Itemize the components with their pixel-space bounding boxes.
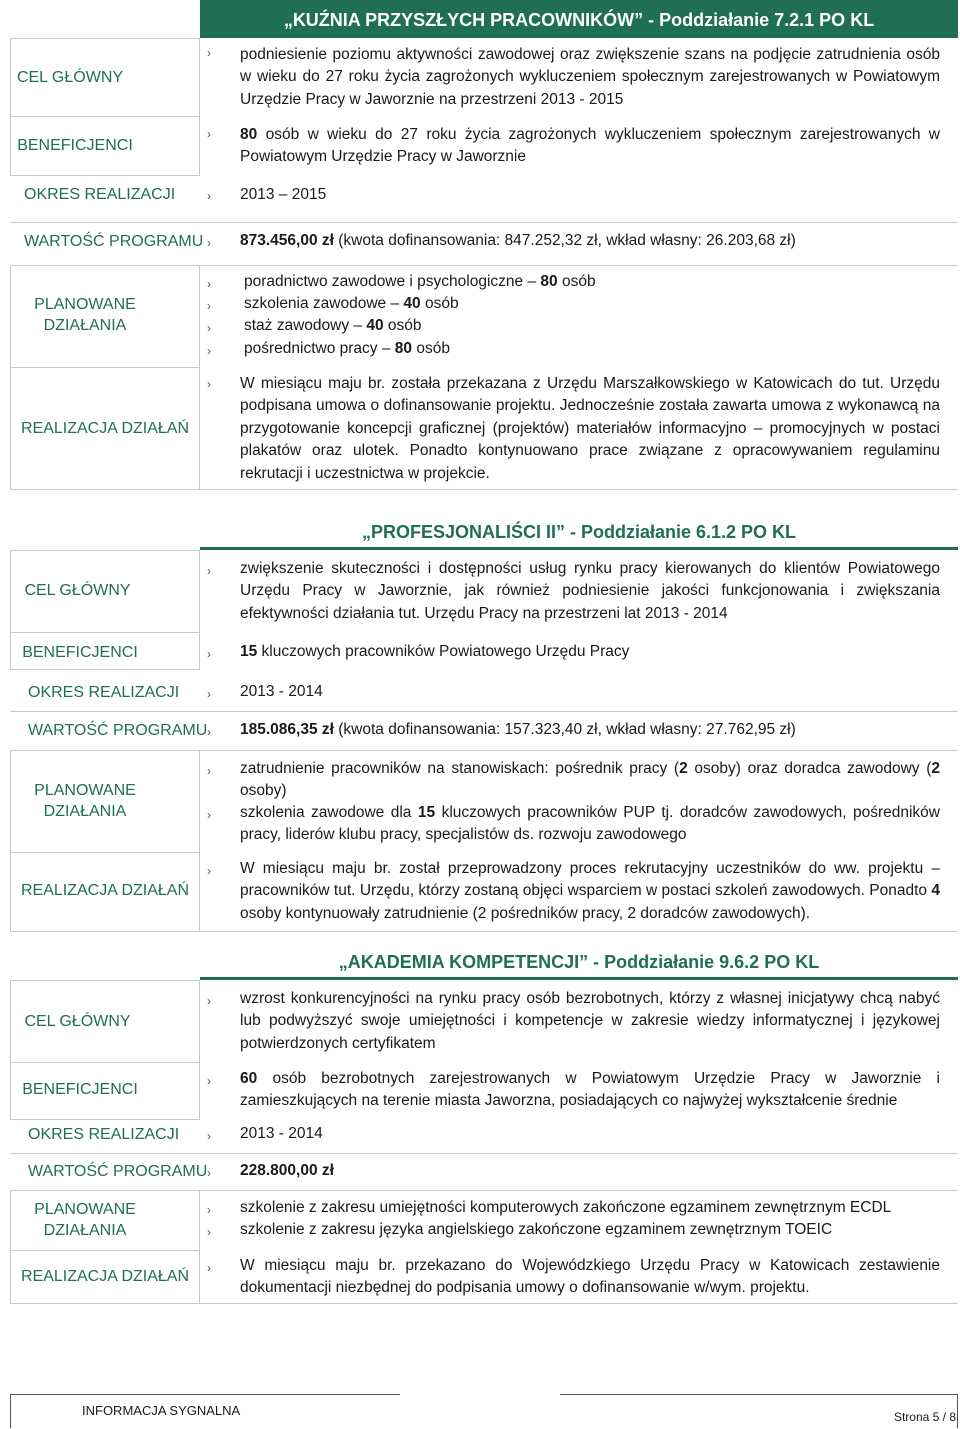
label-planowane-2: DZIAŁANIA: [43, 803, 127, 820]
cel-text: zwiększenie skuteczności i dostępności usług rynku pracy kierowanych do klientów Powiatowego Urzędu Pracy w Jaworznie, jak również podniesienie jakości funkcjonowania i zwiększania efektywności działania tut. Urzędu Pracy na przestrzeni lat 2013 - 2014: [240, 560, 940, 622]
label-beneficjenci: BENEFICJENCI: [17, 137, 133, 154]
plan-item: szkolenie z zakresu umiejętności komputerowych zakończone egzaminem zewnętrznym ECDL: [240, 1199, 892, 1216]
label-cel: CEL GŁÓWNY: [24, 582, 131, 599]
arrow-bullet-icon: ›: [207, 127, 211, 141]
divider: [10, 222, 958, 223]
label-planowane-1: PLANOWANE: [34, 1201, 136, 1218]
divider: [10, 852, 200, 853]
plan-item: zatrudnienie pracowników na stanowiskach: pośrednik pracy (2 osoby) oraz doradca zawodowy (2 osoby): [240, 760, 940, 800]
label-wartosc: WARTOŚĆ PROGRAMU: [24, 233, 204, 250]
divider: [10, 265, 958, 266]
arrow-bullet-icon: ›: [207, 344, 211, 358]
label-wartosc: WARTOŚĆ PROGRAMU: [28, 1163, 208, 1180]
arrow-bullet-icon: ›: [207, 299, 211, 313]
label-okres: OKRES REALIZACJI: [24, 186, 176, 203]
arrow-bullet-icon: ›: [207, 46, 211, 60]
label-planowane: [10, 780, 160, 822]
plan-item: szkolenia zawodowe – 40 osób: [244, 295, 459, 312]
arrow-bullet-icon: ›: [207, 1074, 211, 1088]
arrow-bullet-icon: ›: [207, 1166, 211, 1180]
label-realizacja: REALIZACJA DZIAŁAŃ: [20, 882, 190, 899]
label-okres: OKRES REALIZACJI: [28, 684, 180, 701]
arrow-bullet-icon: ›: [207, 1129, 211, 1143]
label-cel: CEL GŁÓWNY: [16, 69, 124, 86]
wartosc-value: [240, 232, 796, 250]
cel-text: wzrost konkurencyjności na rynku pracy osób bezrobotnych, którzy z własnej inicjatywy chcą nabyć lub podwyższyć swoje umiejętności i kompetencje w zakresie wiedzy informatycznej i językowej potwierdzonych certyfikatem: [240, 990, 940, 1052]
arrow-bullet-icon: ›: [207, 321, 211, 335]
arrow-bullet-icon: ›: [207, 1225, 211, 1239]
divider: [10, 1190, 958, 1191]
wartosc-detail: (kwota dofinansowania: 157.323,40 zł, wkład własny: 27.762,95 zł): [333, 721, 796, 738]
footer-left-label: INFORMACJA SYGNALNA: [82, 1403, 241, 1418]
label-planowane-2: DZIAŁANIA: [43, 1222, 127, 1239]
title-underline: [200, 977, 958, 980]
divider: [10, 489, 958, 490]
label-beneficjenci: BENEFICJENCI: [22, 1081, 138, 1098]
plan-item: szkolenie z zakresu języka angielskiego zakończone egzaminem zewnętrznym TOEIC: [240, 1221, 833, 1238]
beneficjenci-text: [240, 124, 940, 169]
beneficjenci-count: 80: [240, 126, 258, 143]
beneficjenci-desc: kluczowych pracowników Powiatowego Urzędu Pracy: [257, 643, 630, 660]
wartosc-detail: (kwota dofinansowania: 847.252,32 zł, wkład własny: 26.203,68 zł): [333, 232, 796, 249]
label-realizacja: REALIZACJA DZIAŁAŃ: [20, 420, 190, 437]
arrow-bullet-icon: ›: [207, 1261, 211, 1275]
divider: [10, 1303, 958, 1304]
label-okres: OKRES REALIZACJI: [28, 1126, 180, 1143]
wartosc-value: [240, 1162, 334, 1180]
label-planowane-1: PLANOWANE: [34, 782, 136, 799]
wartosc-amount: 185.086,35 zł: [240, 721, 334, 738]
wartosc-amount: 873.456,00 zł: [240, 232, 334, 249]
plan-item: poradnictwo zawodowe i psychologiczne – 80 osób: [244, 273, 596, 290]
divider: [10, 367, 200, 368]
okres-value: 2013 – 2015: [240, 186, 327, 203]
arrow-bullet-icon: ›: [207, 864, 211, 878]
okres-value: 2013 - 2014: [240, 1125, 323, 1142]
arrow-bullet-icon: ›: [207, 564, 211, 578]
page-number: Strona 5 / 8: [893, 1410, 956, 1424]
okres-value: 2013 - 2014: [240, 683, 323, 700]
arrow-bullet-icon: ›: [207, 808, 211, 822]
arrow-bullet-icon: ›: [207, 236, 211, 250]
label-planowane: [10, 294, 160, 336]
plan-item: pośrednictwo pracy – 80 osób: [244, 340, 450, 357]
divider: [10, 1062, 200, 1063]
arrow-bullet-icon: ›: [207, 764, 211, 778]
beneficjenci-count: 15: [240, 643, 258, 660]
label-realizacja: REALIZACJA DZIAŁAŃ: [20, 1268, 190, 1285]
label-wartosc: WARTOŚĆ PROGRAMU: [28, 722, 208, 739]
section-title: „PROFESJONALIŚCI II” - Poddziałanie 6.1.2 PO KL: [361, 522, 797, 542]
label-beneficjenci: BENEFICJENCI: [22, 644, 138, 661]
divider: [10, 116, 200, 117]
title-underline: [200, 547, 958, 550]
wartosc-value: [240, 721, 796, 739]
plan-item: szkolenia zawodowe dla 15 kluczowych pracowników PUP tj. doradców zawodowych, pośredników pracy, liderów klubu pracy, specjalistów ds. rozwoju zawodowego: [240, 804, 940, 844]
wartosc-amount: 228.800,00 zł: [240, 1162, 334, 1179]
divider: [10, 1250, 200, 1251]
label-column-bottom: [10, 750, 200, 932]
arrow-bullet-icon: ›: [207, 377, 211, 391]
divider: [10, 750, 958, 751]
beneficjenci-desc: osób w wieku do 27 roku życia zagrożonych wykluczeniem społecznym zarejestrowanych w Powiatowym Urzędzie Pracy w Jaworznie: [240, 126, 940, 166]
arrow-bullet-icon: ›: [207, 277, 211, 291]
section-title: „KUŹNIA PRZYSZŁYCH PRACOWNIKÓW” - Poddziałanie 7.2.1 PO KL: [283, 10, 875, 30]
arrow-bullet-icon: ›: [207, 1203, 211, 1217]
arrow-bullet-icon: ›: [207, 647, 211, 661]
beneficjenci-text: [240, 1068, 940, 1113]
arrow-bullet-icon: ›: [207, 189, 211, 203]
label-planowane: [10, 1199, 160, 1241]
arrow-bullet-icon: ›: [207, 725, 211, 739]
divider: [10, 931, 958, 932]
beneficjenci-count: 60: [240, 1070, 258, 1087]
arrow-bullet-icon: ›: [207, 994, 211, 1008]
divider: [10, 632, 200, 633]
label-cel: CEL GŁÓWNY: [24, 1013, 131, 1030]
divider: [10, 711, 958, 712]
realizacja-text: W miesiącu maju br. została przekazana z Urzędu Marszałkowskiego w Katowicach do tut. Urzędu podpisana umowa o dofinansowanie projektu. Jednocześnie została zawarta umowa z wykonawcą na przygotowanie koncepcji graficznej (projektów) materiałów informacyjno – promocyjnych w postaci plakatów oraz ulotek. Ponadto kontynuowano prace związane z opracowywaniem regulaminu rekrutacji i uczestnictwa w projekcie.: [240, 375, 940, 482]
divider: [10, 1153, 958, 1154]
arrow-bullet-icon: ›: [207, 687, 211, 701]
cel-text: podniesienie poziomu aktywności zawodowej oraz zwiększenie szans na podjęcie zatrudnienia osób w wieku do 27 roku życia zagrożonych wykluczeniem społecznym zarejestrowanych w Powiatowym Urzędzie Pracy w Jaworznie na przestrzeni 2013 - 2015: [240, 46, 940, 108]
realizacja-text: W miesiącu maju br. został przeprowadzony proces rekrutacyjny uczestników do ww. projektu – pracowników tut. Urzędu, którzy zostaną objęci wsparciem w postaci szkoleń zawodowych. Ponadto 4 osoby kontynuowały zatrudnienie (2 pośredników pracy, 2 doradców zawodowych).: [240, 860, 940, 922]
label-planowane-2: DZIAŁANIA: [43, 317, 127, 334]
beneficjenci-text: [240, 643, 629, 661]
realizacja-text: W miesiącu maju br. przekazano do Wojewódzkiego Urzędu Pracy w Katowicach zestawienie dokumentacji niezbędnej do podpisania umowy o dofinansowanie w/wym. projektu.: [240, 1257, 940, 1297]
beneficjenci-desc: osób bezrobotnych zarejestrowanych w Powiatowym Urzędzie Pracy w Jaworznie i zamieszkujących na terenie miasta Jaworzna, posiadających co najwyżej wykształcenie średnie: [240, 1070, 940, 1110]
plan-item: staż zawodowy – 40 osób: [244, 317, 422, 334]
label-planowane-1: PLANOWANE: [34, 296, 136, 313]
section-title: „AKADEMIA KOMPETENCJI” - Poddziałanie 9.6.2 PO KL: [338, 952, 820, 972]
